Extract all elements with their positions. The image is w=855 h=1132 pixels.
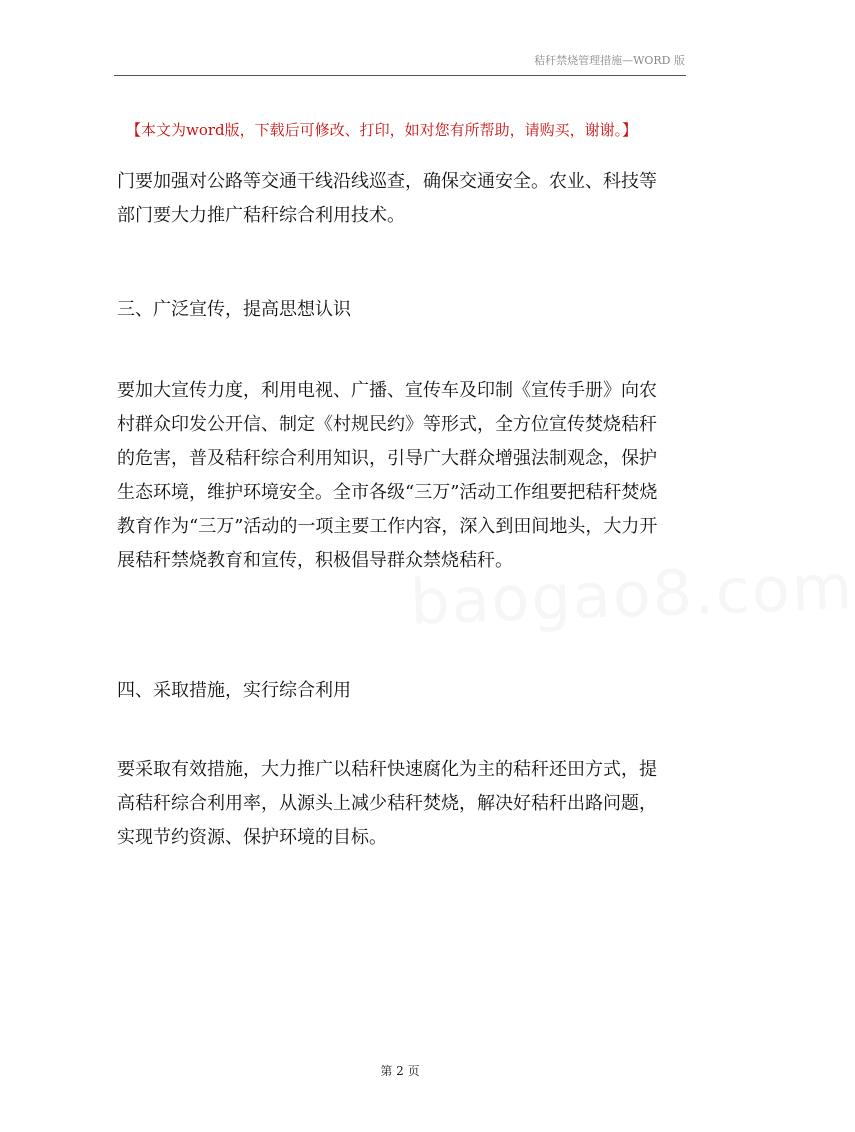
- paragraph-line: 要加大宣传力度，利用电视、广播、宣传车及印制《宣传手册》向农: [117, 380, 657, 401]
- section-heading-4: 四、采取措施，实行综合利用: [117, 680, 351, 701]
- watermark: baogao8.com: [408, 550, 855, 639]
- section-heading-3: 三、广泛宣传，提高思想认识: [117, 299, 351, 320]
- paragraph-line: 部门要大力推广秸秆综合利用技术。: [117, 205, 405, 226]
- paragraph-line: 实现节约资源、保护环境的目标。: [117, 827, 387, 848]
- paragraph-line: 的危害，普及秸秆综合利用知识，引导广大群众增强法制观念，保护: [117, 448, 657, 469]
- header-rule: [114, 75, 686, 76]
- paragraph-line: 展秸秆禁烧教育和宣传，积极倡导群众禁烧秸秆。: [117, 550, 513, 571]
- paragraph-line: 门要加强对公路等交通干线沿线巡查，确保交通安全。农业、科技等: [117, 171, 657, 192]
- paragraph-publicity: [117, 374, 687, 578]
- paragraph-line: 教育作为“三万”活动的一项主要工作内容，深入到田间地头，大力开: [117, 516, 658, 537]
- paragraph-measures: [117, 753, 687, 855]
- paragraph-line: 要采取有效措施，大力推广以秸秆快速腐化为主的秸秆还田方式，提: [117, 759, 657, 780]
- paragraph-transport: [117, 165, 687, 233]
- purchase-notice: 【本文为word版，下载后可修改、打印，如对您有所帮助，请购买，谢谢。】: [126, 121, 638, 139]
- page-header-title: 秸秆禁烧管理措施—WORD 版: [534, 54, 685, 67]
- paragraph-line: 生态环境，维护环境安全。全市各级“三万”活动工作组要把秸秆焚烧: [117, 482, 658, 503]
- paragraph-line: 高秸秆综合利用率，从源头上减少秸秆焚烧，解决好秸秆出路问题，: [117, 793, 657, 814]
- page-number: 第 2 页: [380, 1064, 420, 1078]
- paragraph-line: 村群众印发公开信、制定《村规民约》等形式，全方位宣传焚烧秸秆: [117, 414, 657, 435]
